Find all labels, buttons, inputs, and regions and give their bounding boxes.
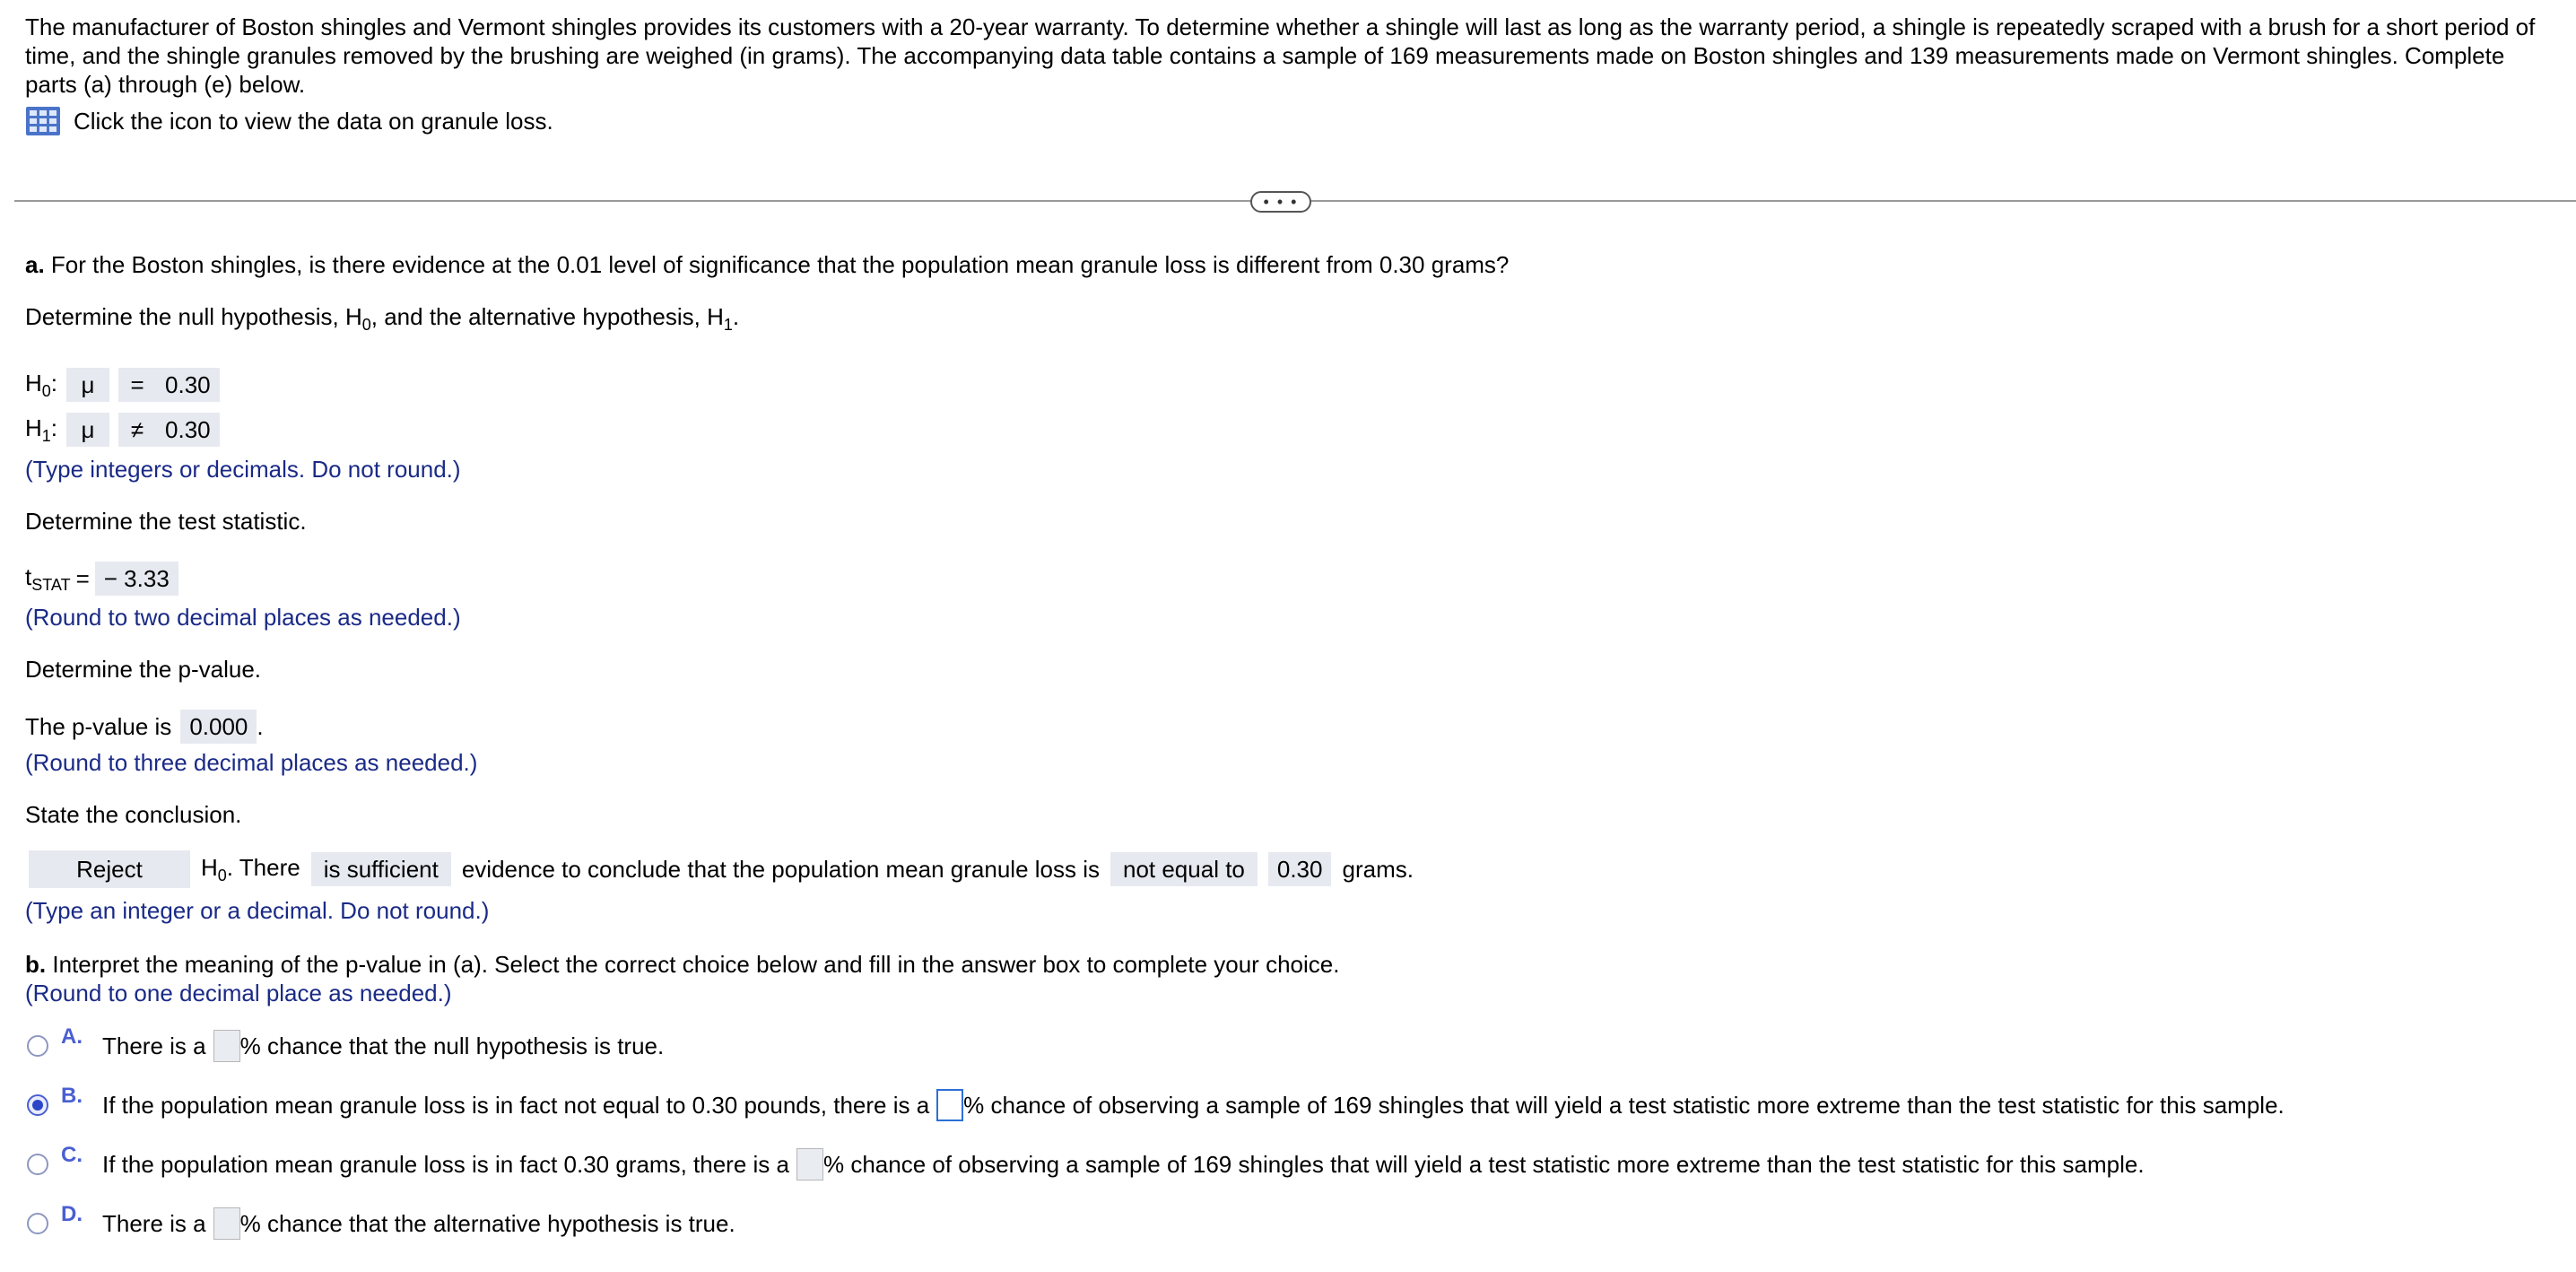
- choice-c-text-pre: If the population mean granule loss is in fact 0.30 grams, there is a: [102, 1150, 789, 1178]
- tstat-equals: =: [75, 564, 90, 592]
- choice-a-text-post: % chance that the null hypothesis is true.: [239, 1032, 665, 1059]
- choice-c-text-post: % chance of observing a sample of 169 shingles that will yield a test statistic more extreme than the test statistic for this sample.: [822, 1150, 2145, 1178]
- hypothesis-prompt: [25, 303, 739, 335]
- h1-param-select[interactable]: μ: [66, 413, 109, 447]
- tstat-label: $t_{STAT}$: [25, 562, 71, 594]
- choice-d-text-post: % chance that the alternative hypothesis is true.: [239, 1209, 735, 1237]
- choice-c-radio[interactable]: [27, 1154, 48, 1175]
- problem-statement: The manufacturer of Boston shingles and Vermont shingles provides its customers with a 20-year warranty. To determine whether a shingle will last as long as the warranty period, a shingle is repeatedly scraped with a brush for a short period of time, and the shingle granules removed by the brushing are weighed (in grams). The accompanying data table contains a sample of 169 measurements made on Boston shingles and 139 measurements made on Vermont shingles. Complete parts (a) through (e) below.: [25, 13, 2536, 98]
- alt-hypothesis-row: [25, 413, 220, 447]
- decision-select[interactable]: Reject: [29, 850, 190, 888]
- evidence-select[interactable]: is sufficient: [311, 852, 451, 886]
- conclusion-middle-text: evidence to conclude that the population mean granule loss is: [461, 855, 1100, 883]
- h0-value-input[interactable]: 0.30: [156, 368, 220, 402]
- pvalue-period: .: [257, 712, 264, 740]
- conclusion-hint: (Type an integer or a decimal. Do not round.): [25, 897, 490, 924]
- part-a-question-text: For the Boston shingles, is there evidence at the 0.01 level of significance that the population mean granule loss is different from 0.30 grams?: [50, 251, 1510, 278]
- h1-label: $H_1$:: [25, 414, 58, 445]
- conclusion-h0: $H_0$. There: [201, 853, 300, 884]
- choice-a-text-pre: There is a: [102, 1032, 206, 1059]
- choice-b-answer-input[interactable]: [936, 1089, 963, 1121]
- h1-value-input[interactable]: 0.30: [156, 413, 220, 447]
- h0-label: $H_0$:: [25, 369, 58, 400]
- choice-a-letter: A.: [61, 1024, 83, 1049]
- choice-d[interactable]: [27, 1202, 735, 1240]
- conclusion-prompt: State the conclusion.: [25, 801, 242, 828]
- choice-c-letter: C.: [61, 1143, 83, 1167]
- choice-b-text-pre: If the population mean granule loss is in fact not equal to 0.30 pounds, there is a: [102, 1091, 930, 1119]
- tstat-row: [25, 562, 178, 596]
- tstat-input[interactable]: − 3.33: [95, 562, 178, 596]
- part-b-hint: (Round to one decimal place as needed.): [25, 980, 452, 1006]
- choice-d-radio[interactable]: [27, 1213, 48, 1234]
- part-b-label: b.: [25, 951, 47, 978]
- conclusion-row: [29, 850, 1414, 888]
- hyp-prompt-sub-1: 1: [723, 316, 733, 334]
- choice-a-radio[interactable]: [27, 1035, 48, 1057]
- expand-more-button[interactable]: • • •: [1250, 191, 1311, 213]
- choice-b[interactable]: [27, 1084, 2284, 1121]
- choice-d-answer-input[interactable]: [213, 1207, 240, 1240]
- pvalue-label: The p-value is: [25, 712, 172, 740]
- part-a-label: a.: [25, 251, 45, 278]
- test-stat-prompt: Determine the test statistic.: [25, 508, 307, 535]
- table-grid-icon[interactable]: [25, 106, 61, 136]
- conclusion-value-input[interactable]: 0.30: [1268, 852, 1332, 886]
- pvalue-prompt: Determine the p-value.: [25, 656, 262, 683]
- tstat-hint: (Round to two decimal places as needed.): [25, 604, 461, 631]
- hyp-prompt-sub-0: 0: [361, 316, 371, 334]
- choice-a[interactable]: [27, 1024, 665, 1062]
- h0-operator-select[interactable]: =: [118, 368, 156, 402]
- relation-select[interactable]: not equal to: [1110, 852, 1258, 886]
- pvalue-input[interactable]: 0.000: [180, 710, 257, 744]
- choice-a-answer-input[interactable]: [213, 1030, 240, 1062]
- hyp-prompt-text-3: .: [732, 303, 740, 330]
- part-b-question-text: Interpret the meaning of the p-value in (a). Select the correct choice below and fill in the answer box to complete your choice.: [52, 951, 1340, 978]
- data-link-text[interactable]: Click the icon to view the data on granule loss.: [74, 107, 553, 135]
- choice-b-radio[interactable]: [27, 1094, 48, 1116]
- null-hypothesis-row: [25, 368, 220, 402]
- data-link-row[interactable]: [25, 106, 553, 136]
- choice-b-text-post: % chance of observing a sample of 169 shingles that will yield a test statistic more extreme than the test statistic for this sample.: [963, 1091, 2284, 1119]
- choice-c-answer-input[interactable]: [796, 1148, 823, 1181]
- choice-d-text-pre: There is a: [102, 1209, 206, 1237]
- hypothesis-hint: (Type integers or decimals. Do not round.): [25, 456, 461, 483]
- pvalue-row: [25, 710, 264, 744]
- choice-c[interactable]: [27, 1143, 2145, 1181]
- choice-d-letter: D.: [61, 1202, 83, 1226]
- part-b-question: [25, 951, 1339, 979]
- part-a-question: [25, 251, 1509, 279]
- pvalue-hint: (Round to three decimal places as needed.): [25, 749, 478, 776]
- h1-operator-select[interactable]: ≠: [118, 413, 156, 447]
- hyp-prompt-text-2: , and the alternative hypothesis, H: [370, 303, 724, 330]
- hyp-prompt-text-1: Determine the null hypothesis, H: [25, 303, 362, 330]
- h0-param-select[interactable]: μ: [66, 368, 109, 402]
- choice-b-letter: B.: [61, 1084, 83, 1108]
- conclusion-unit: grams.: [1342, 855, 1414, 883]
